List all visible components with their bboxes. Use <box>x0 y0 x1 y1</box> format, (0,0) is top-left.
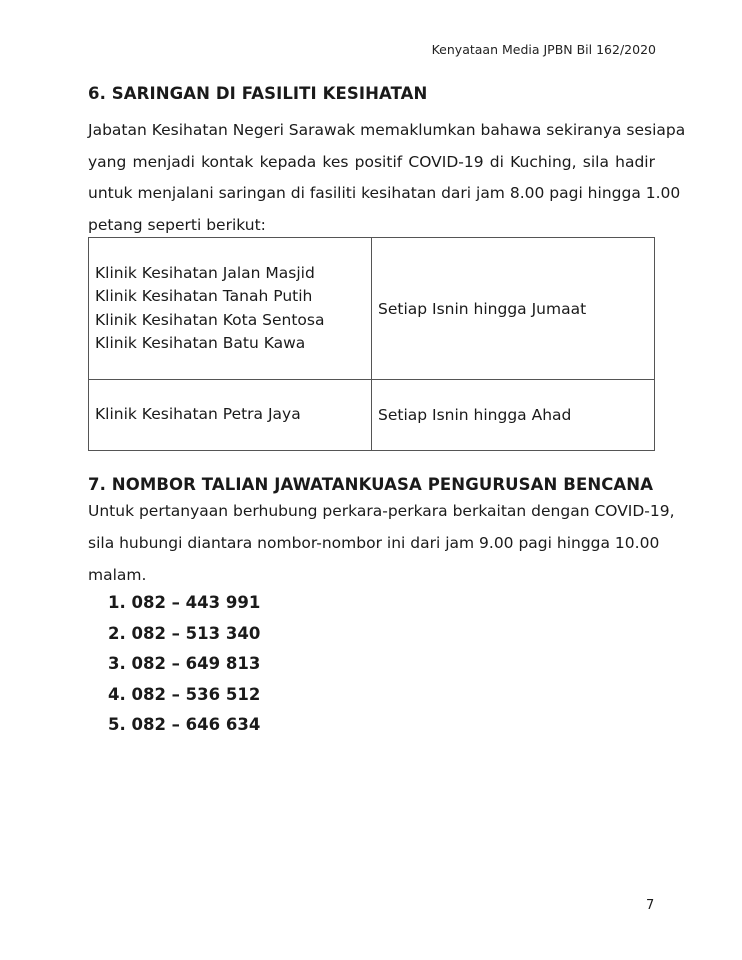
clinic-name: Klinik Kesihatan Kota Sentosa <box>95 310 325 329</box>
clinics-cell <box>89 380 372 451</box>
section-7-paragraph <box>88 495 675 591</box>
paragraph-line: Untuk pertanyaan berhubung perkara-perkara berkaitan dengan COVID-19, <box>88 502 675 520</box>
table-row <box>89 380 655 451</box>
page-number: 7 <box>646 898 655 913</box>
table-row <box>89 238 655 380</box>
schedule-cell: Setiap Isnin hingga Jumaat <box>372 238 655 380</box>
clinic-name: Klinik Kesihatan Batu Kawa <box>95 334 306 352</box>
paragraph-line: Jabatan Kesihatan Negeri Sarawak memaklumkan bahawa sekiranya sesiapa <box>88 121 686 139</box>
section-6-paragraph <box>88 115 686 241</box>
paragraph-line: petang seperti berikut: <box>88 215 266 234</box>
clinic-name: Klinik Kesihatan Petra Jaya <box>95 405 301 424</box>
clinic-name: Klinik Kesihatan Tanah Putih <box>95 287 313 305</box>
section-7-title: 7. NOMBOR TALIAN JAWATANKUASA PENGURUSAN BENCANA <box>88 475 654 494</box>
paragraph-line: untuk menjalani saringan di fasiliti kesihatan dari jam 8.00 pagi hingga 1.00 <box>88 184 681 202</box>
clinic-name: Klinik Kesihatan Jalan Masjid <box>95 263 315 282</box>
phone-number-item: 1. 082 – 443 991 <box>108 593 261 612</box>
phone-number-item: 3. 082 – 649 813 <box>108 654 261 673</box>
paragraph-line: malam. <box>88 566 147 584</box>
phone-number-list <box>108 588 260 741</box>
document-header: Kenyataan Media JPBN Bil 162/2020 <box>431 42 656 57</box>
phone-number-item: 2. 082 – 513 340 <box>108 623 261 643</box>
schedule-cell: Setiap Isnin hingga Ahad <box>372 380 655 451</box>
phone-number-item: 4. 082 – 536 512 <box>108 684 261 704</box>
section-6-title: 6. SARINGAN DI FASILITI KESIHATAN <box>88 84 428 103</box>
paragraph-line: sila hubungi diantara nombor-nombor ini dari jam 9.00 pagi hingga 10.00 <box>88 534 660 552</box>
screening-clinics-table <box>88 237 655 451</box>
phone-number-item: 5. 082 – 646 634 <box>108 715 261 734</box>
clinics-cell <box>89 238 372 380</box>
paragraph-line: yang menjadi kontak kepada kes positif COVID-19 di Kuching, sila hadir <box>88 152 655 171</box>
